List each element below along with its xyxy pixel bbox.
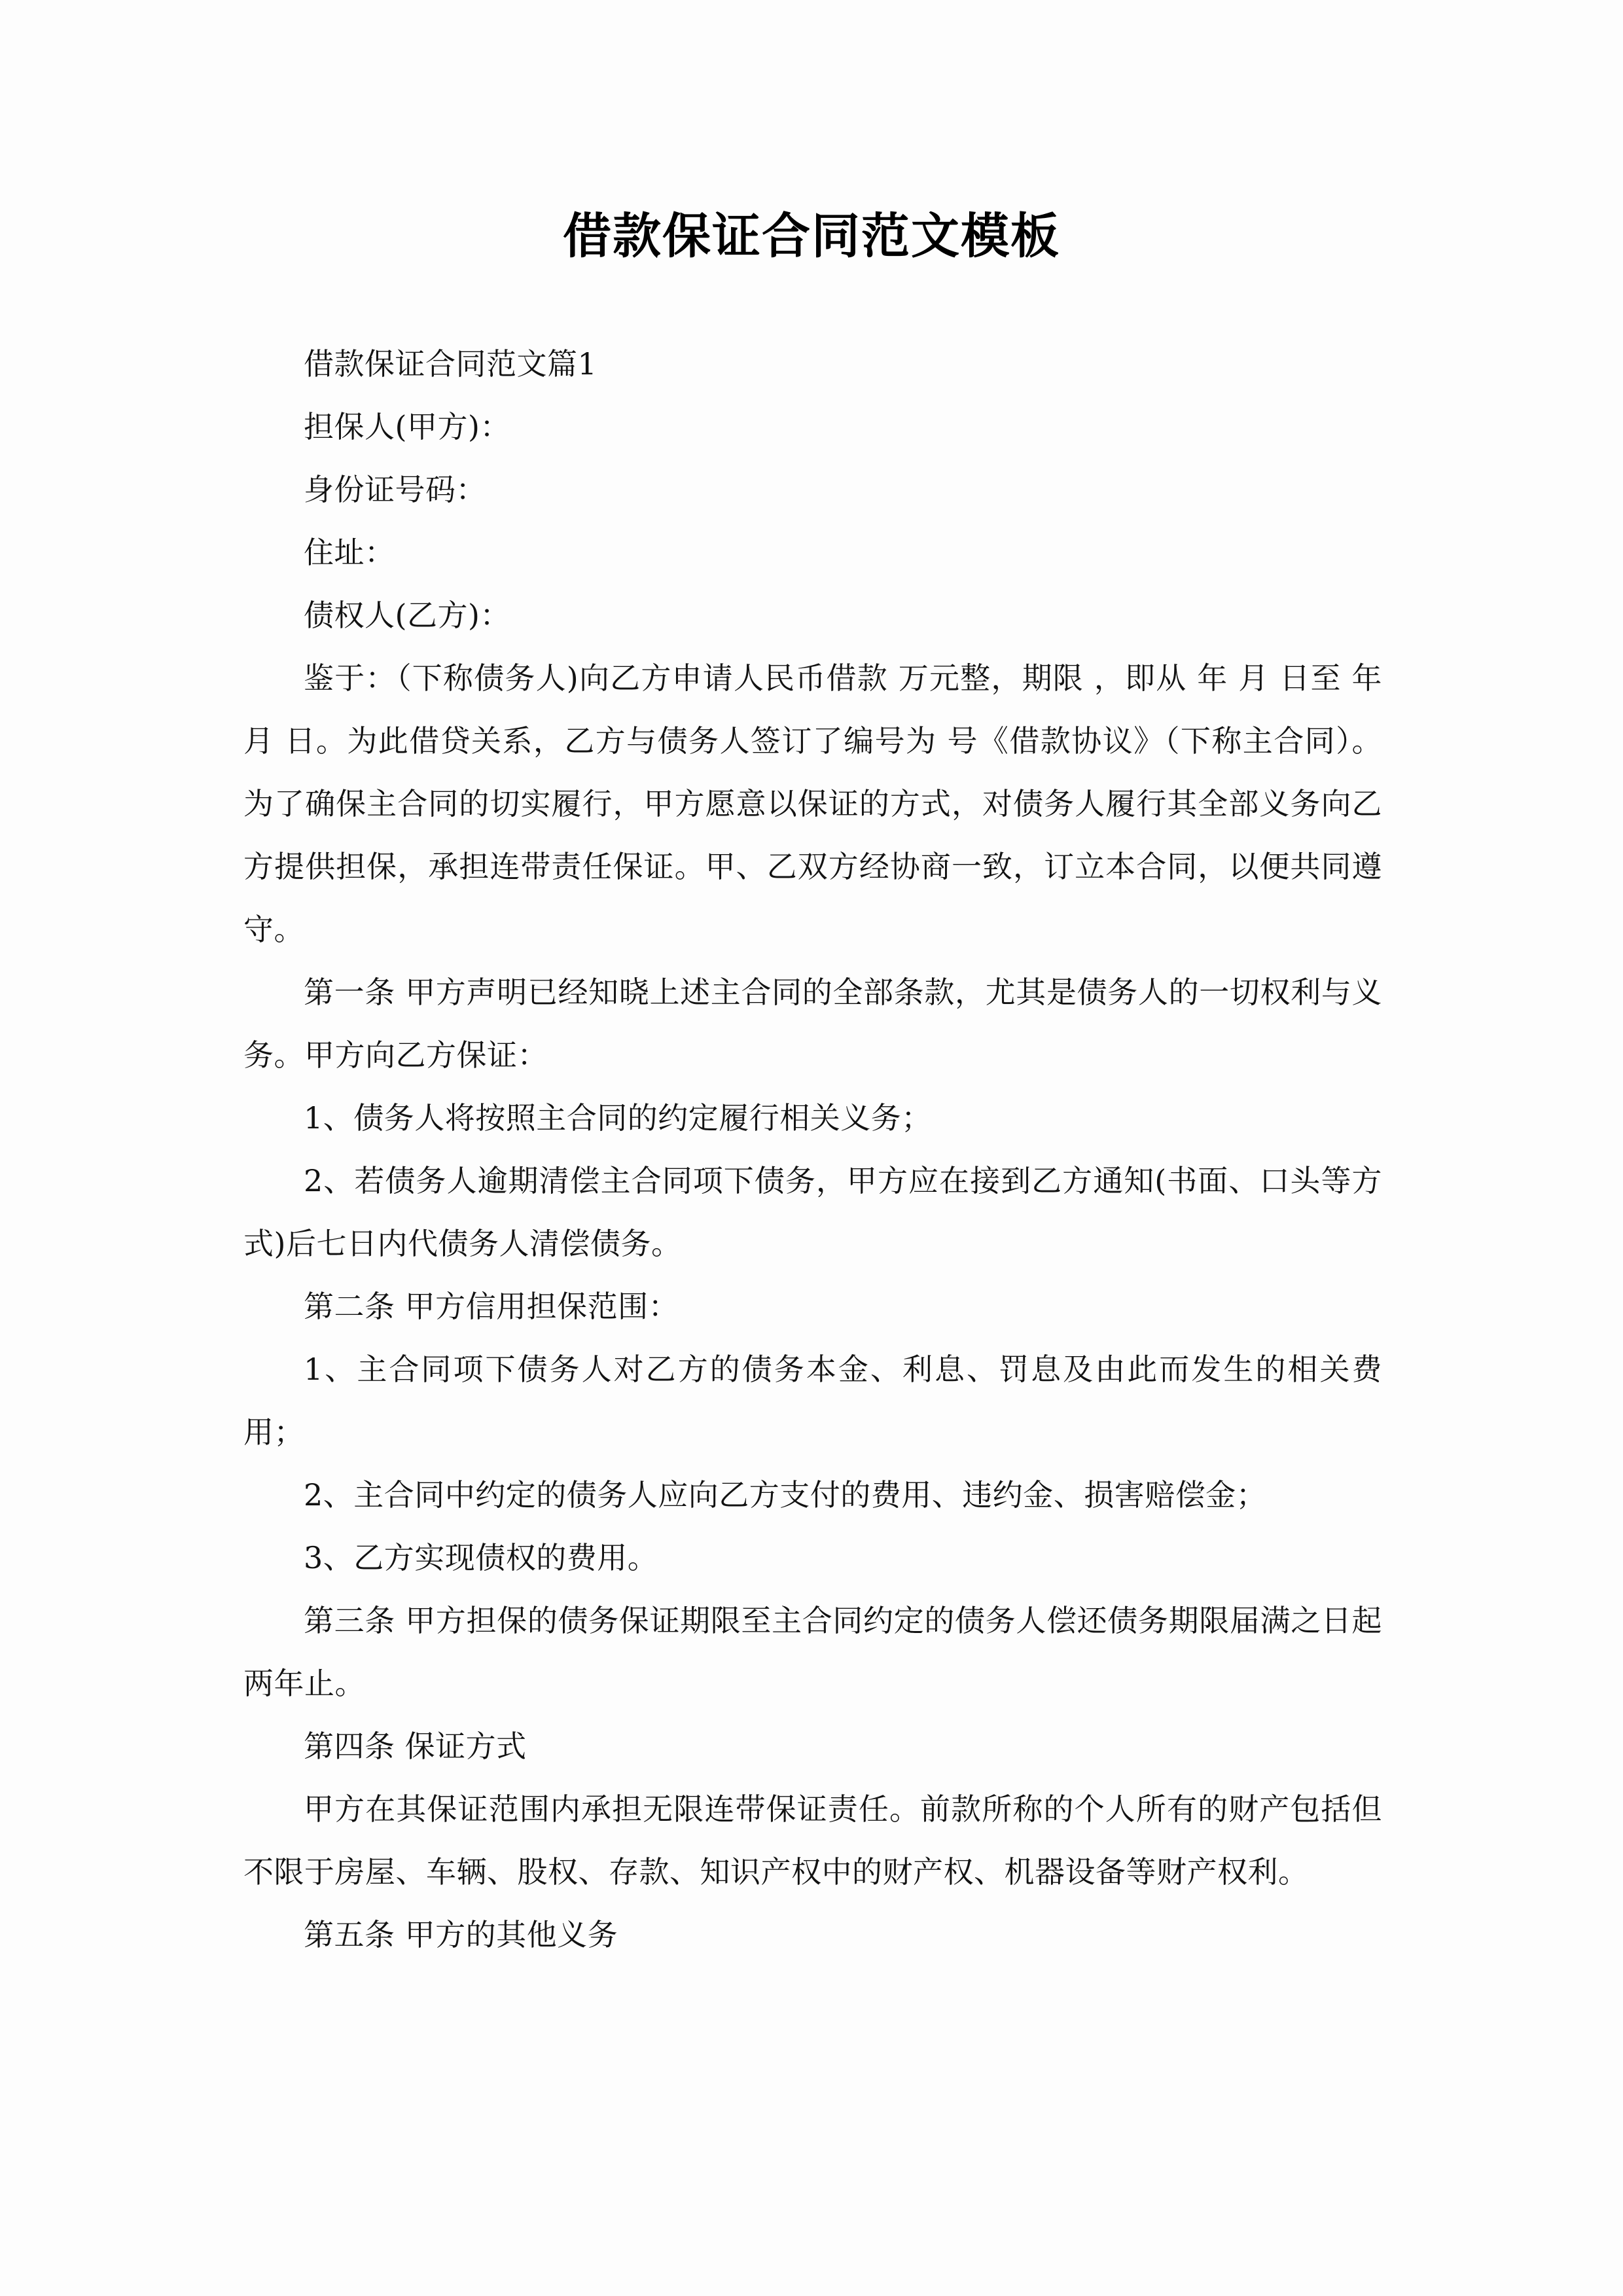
field-guarantor: 担保人(甲方)：	[304, 409, 510, 444]
recital-paragraph: 鉴于：（下称债务人)向乙方申请人民币借款 万元整，期限 ，即从 年 月 日至 年 月 日。为此借贷关系，乙方与债务人签订了编号为 号《借款协议》（下称主合同）。为了确保主合同的切实履行，甲方愿意以保证的方式，对债务人履行其全部义务向乙方提供担保，承担连带责任保证。甲、乙双方经协商一致，订立本合同，以便共同遵守。	[243, 660, 1382, 947]
field-id-number: 身份证号码：	[304, 472, 486, 507]
article-1: 第一条 甲方声明已经知晓上述主合同的全部条款，尤其是债务人的一切权利与义务。甲方向乙方保证：	[243, 975, 1382, 1073]
article-1-item-1: 1、债务人将按照主合同的约定履行相关义务；	[304, 1100, 932, 1136]
field-address: 住址：	[304, 535, 395, 570]
article-3: 第三条 甲方担保的债务保证期限至主合同约定的债务人偿还债务期限届满之日起两年止。	[243, 1603, 1382, 1701]
article-4-title: 第四条 保证方式	[304, 1729, 527, 1764]
document-body	[243, 332, 1382, 1966]
article-4-body: 甲方在其保证范围内承担无限连带保证责任。前款所称的个人所有的财产包括但不限于房屋、车辆、股权、存款、知识产权中的财产权、机器设备等财产权利。	[243, 1791, 1382, 1890]
page-title: 借款保证合同范文模板	[563, 207, 1060, 264]
article-2-item-3: 3、乙方实现债权的费用。	[304, 1540, 658, 1575]
article-1-item-2: 2、若债务人逾期清偿主合同项下债务，甲方应在接到乙方通知(书面、口头等方式)后七日内代债务人清偿债务。	[243, 1163, 1382, 1261]
article-2: 第二条 甲方信用担保范围：	[304, 1289, 679, 1324]
sample-heading: 借款保证合同范文篇1	[304, 346, 597, 382]
article-5-title: 第五条 甲方的其他义务	[304, 1917, 618, 1952]
article-2-item-1: 1、主合同项下债务人对乙方的债务本金、利息、罚息及由此而发生的相关费用；	[243, 1352, 1382, 1450]
field-creditor: 债权人(乙方)：	[304, 598, 510, 633]
article-2-item-2: 2、主合同中约定的债务人应向乙方支付的费用、违约金、损害赔偿金；	[304, 1477, 1267, 1513]
